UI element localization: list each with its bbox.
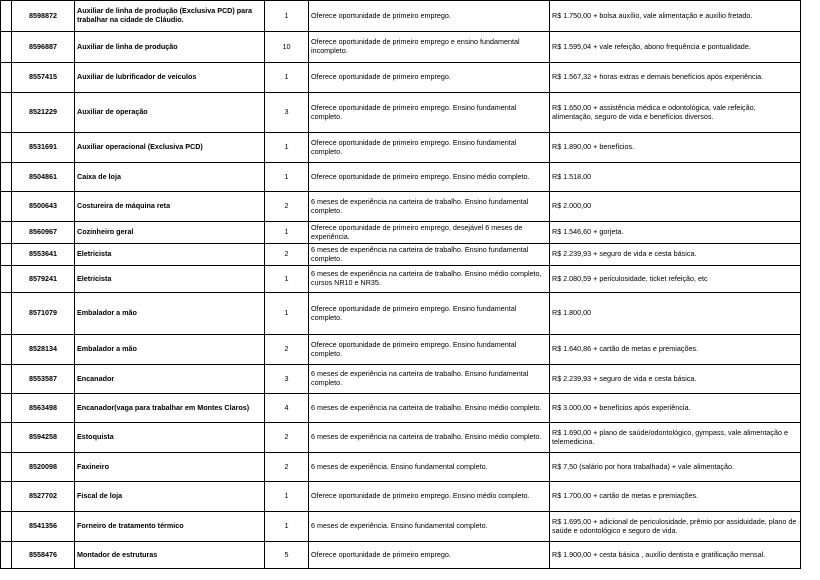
table-row (1, 423, 801, 453)
table-row (1, 63, 801, 93)
row-margin-cell (1, 93, 12, 133)
vacancy-code-cell: 8541356 (12, 512, 75, 542)
requirements-cell: Oferece oportunidade de primeiro emprego. Ensino fundamental completo. (309, 93, 550, 133)
vacancy-code-cell: 8553587 (12, 365, 75, 394)
job-title-cell: Forneiro de tratamento térmico (75, 512, 265, 542)
table-row (1, 93, 801, 133)
vacancy-count-cell: 1 (265, 482, 309, 512)
row-margin-cell (1, 32, 12, 63)
job-title-cell: Encanador (75, 365, 265, 394)
job-title-cell: Encanador(vaga para trabalhar em Montes Claros) (75, 394, 265, 423)
vacancy-count-cell: 10 (265, 32, 309, 63)
table-row (1, 133, 801, 163)
row-margin-cell (1, 63, 12, 93)
vacancy-code-cell: 8531691 (12, 133, 75, 163)
requirements-cell: 6 meses de experiência na carteira de trabalho. Ensino médio completo. (309, 394, 550, 423)
vacancy-count-cell: 2 (265, 453, 309, 482)
vacancy-code-cell: 8521229 (12, 93, 75, 133)
salary-benefits-cell: R$ 1.800,00 (550, 293, 801, 335)
salary-benefits-cell: R$ 1.567,32 + horas extras e demais benefícios após experiência. (550, 63, 801, 93)
table-row (1, 512, 801, 542)
table-row (1, 365, 801, 394)
vacancy-code-cell: 8571079 (12, 293, 75, 335)
table-row (1, 482, 801, 512)
salary-benefits-cell: R$ 2.239,93 + seguro de vida e cesta básica. (550, 244, 801, 266)
salary-benefits-cell: R$ 7,50 (salário por hora trabalhada) + vale alimentação. (550, 453, 801, 482)
salary-benefits-cell: R$ 1.546,60 + gorjeta. (550, 222, 801, 244)
requirements-cell: Oferece oportunidade de primeiro emprego. Ensino fundamental completo. (309, 133, 550, 163)
row-margin-cell (1, 542, 12, 569)
vacancy-code-cell: 8504861 (12, 163, 75, 192)
salary-benefits-cell: R$ 3.000,00 + benefícios após experiência. (550, 394, 801, 423)
row-margin-cell (1, 293, 12, 335)
requirements-cell: 6 meses de experiência na carteira de trabalho. Ensino fundamental completo. (309, 192, 550, 222)
vacancy-code-cell: 8596887 (12, 32, 75, 63)
row-margin-cell (1, 512, 12, 542)
vacancy-count-cell: 3 (265, 93, 309, 133)
requirements-cell: Oferece oportunidade de primeiro emprego. (309, 1, 550, 32)
vacancy-code-cell: 8558476 (12, 542, 75, 569)
vacancy-count-cell: 1 (265, 1, 309, 32)
row-margin-cell (1, 394, 12, 423)
salary-benefits-cell: R$ 1.650,00 + assistência médica e odontológica, vale refeição, alimentação, seguro de vida e benefícios diversos. (550, 93, 801, 133)
row-margin-cell (1, 1, 12, 32)
table-row (1, 192, 801, 222)
requirements-cell: 6 meses de experiência. Ensino fundamental completo. (309, 512, 550, 542)
row-margin-cell (1, 423, 12, 453)
vacancy-count-cell: 2 (265, 423, 309, 453)
vacancy-count-cell: 4 (265, 394, 309, 423)
salary-benefits-cell: R$ 1.690,00 + plano de saúde/odontológico, gympass, vale alimentação e telemedicina. (550, 423, 801, 453)
vacancy-code-cell: 8563498 (12, 394, 75, 423)
vacancy-code-cell: 8500643 (12, 192, 75, 222)
vacancy-count-cell: 1 (265, 512, 309, 542)
vacancy-code-cell: 8527702 (12, 482, 75, 512)
requirements-cell: Oferece oportunidade de primeiro emprego. Ensino fundamental completo. (309, 293, 550, 335)
salary-benefits-cell: R$ 1.595,04 + vale refeição, abono frequência e pontualidade. (550, 32, 801, 63)
row-margin-cell (1, 222, 12, 244)
table-row (1, 394, 801, 423)
vacancy-code-cell: 8598872 (12, 1, 75, 32)
row-margin-cell (1, 244, 12, 266)
vacancy-code-cell: 8560967 (12, 222, 75, 244)
requirements-cell: Oferece oportunidade de primeiro emprego e ensino fundamental incompleto. (309, 32, 550, 63)
job-title-cell: Fiscal de loja (75, 482, 265, 512)
requirements-cell: Oferece oportunidade de primeiro emprego. Ensino médio completo. (309, 482, 550, 512)
table-row (1, 266, 801, 293)
table-row (1, 542, 801, 569)
vacancy-count-cell: 2 (265, 335, 309, 365)
requirements-cell: Oferece oportunidade de primeiro emprego. (309, 542, 550, 569)
vacancy-count-cell: 2 (265, 244, 309, 266)
row-margin-cell (1, 365, 12, 394)
requirements-cell: Oferece oportunidade de primeiro emprego. Ensino médio completo. (309, 163, 550, 192)
salary-benefits-cell: R$ 1.695,00 + adicional de periculosidade, prêmio por assiduidade, plano de saúde e odontológico e seguro de vida. (550, 512, 801, 542)
row-margin-cell (1, 482, 12, 512)
job-title-cell: Cozinheiro geral (75, 222, 265, 244)
salary-benefits-cell: R$ 2.239,93 + seguro de vida e cesta básica. (550, 365, 801, 394)
requirements-cell: Oferece oportunidade de primeiro emprego. (309, 63, 550, 93)
table-row (1, 453, 801, 482)
table-row (1, 244, 801, 266)
job-title-cell: Auxiliar operacional (Exclusiva PCD) (75, 133, 265, 163)
vacancy-code-cell: 8557415 (12, 63, 75, 93)
vacancy-count-cell: 1 (265, 293, 309, 335)
requirements-cell: 6 meses de experiência na carteira de trabalho. Ensino médio completo. (309, 423, 550, 453)
vacancy-code-cell: 8553641 (12, 244, 75, 266)
vacancy-count-cell: 1 (265, 133, 309, 163)
requirements-cell: 6 meses de experiência. Ensino fundamental completo. (309, 453, 550, 482)
row-margin-cell (1, 335, 12, 365)
vacancy-count-cell: 2 (265, 192, 309, 222)
salary-benefits-cell: R$ 1.700,00 + cartão de metas e premiações. (550, 482, 801, 512)
vacancy-count-cell: 5 (265, 542, 309, 569)
job-title-cell: Auxiliar de linha de produção (Exclusiva PCD) para trabalhar na cidade de Cláudio. (75, 1, 265, 32)
job-title-cell: Eletricista (75, 266, 265, 293)
salary-benefits-cell: R$ 1.890,00 + benefícios. (550, 133, 801, 163)
job-title-cell: Faxineiro (75, 453, 265, 482)
requirements-cell: 6 meses de experiência na carteira de trabalho. Ensino fundamental completo. (309, 365, 550, 394)
vacancy-code-cell: 8528134 (12, 335, 75, 365)
vacancy-count-cell: 1 (265, 63, 309, 93)
table-row (1, 32, 801, 63)
vacancy-code-cell: 8520098 (12, 453, 75, 482)
job-title-cell: Auxiliar de linha de produção (75, 32, 265, 63)
salary-benefits-cell: R$ 1.750,00 + bolsa auxílio, vale alimentação e auxílio fretado. (550, 1, 801, 32)
job-title-cell: Estoquista (75, 423, 265, 453)
table-row (1, 163, 801, 192)
vacancy-count-cell: 1 (265, 222, 309, 244)
job-title-cell: Embalador a mão (75, 335, 265, 365)
table-row (1, 222, 801, 244)
row-margin-cell (1, 163, 12, 192)
vacancy-code-cell: 8594258 (12, 423, 75, 453)
job-title-cell: Caixa de loja (75, 163, 265, 192)
job-title-cell: Costureira de máquina reta (75, 192, 265, 222)
job-title-cell: Auxiliar de lubrificador de veículos (75, 63, 265, 93)
requirements-cell: 6 meses de experiência na carteira de trabalho. Ensino fundamental completo. (309, 244, 550, 266)
table-row (1, 335, 801, 365)
job-title-cell: Montador de estruturas (75, 542, 265, 569)
job-title-cell: Eletricista (75, 244, 265, 266)
salary-benefits-cell: R$ 2.080,59 + periculosidade, ticket refeição, etc (550, 266, 801, 293)
requirements-cell: Oferece oportunidade de primeiro emprego. Ensino fundamental completo. (309, 335, 550, 365)
table-row (1, 293, 801, 335)
vacancy-count-cell: 1 (265, 266, 309, 293)
salary-benefits-cell: R$ 1.900,00 + cesta básica , auxílio dentista e gratificação mensal. (550, 542, 801, 569)
row-margin-cell (1, 192, 12, 222)
requirements-cell: 6 meses de experiência na carteira de trabalho. Ensino médio completo, cursos NR10 e NR35. (309, 266, 550, 293)
row-margin-cell (1, 453, 12, 482)
job-title-cell: Embalador a mão (75, 293, 265, 335)
vacancy-count-cell: 3 (265, 365, 309, 394)
job-title-cell: Auxiliar de operação (75, 93, 265, 133)
vacancy-count-cell: 1 (265, 163, 309, 192)
row-margin-cell (1, 266, 12, 293)
table-row (1, 1, 801, 32)
salary-benefits-cell: R$ 2.000,00 (550, 192, 801, 222)
salary-benefits-cell: R$ 1.640,86 + cartão de metas e premiações. (550, 335, 801, 365)
salary-benefits-cell: R$ 1.518,00 (550, 163, 801, 192)
row-margin-cell (1, 133, 12, 163)
vacancy-code-cell: 8579241 (12, 266, 75, 293)
requirements-cell: Oferece oportunidade de primeiro emprego, desejável 6 meses de experiência. (309, 222, 550, 244)
